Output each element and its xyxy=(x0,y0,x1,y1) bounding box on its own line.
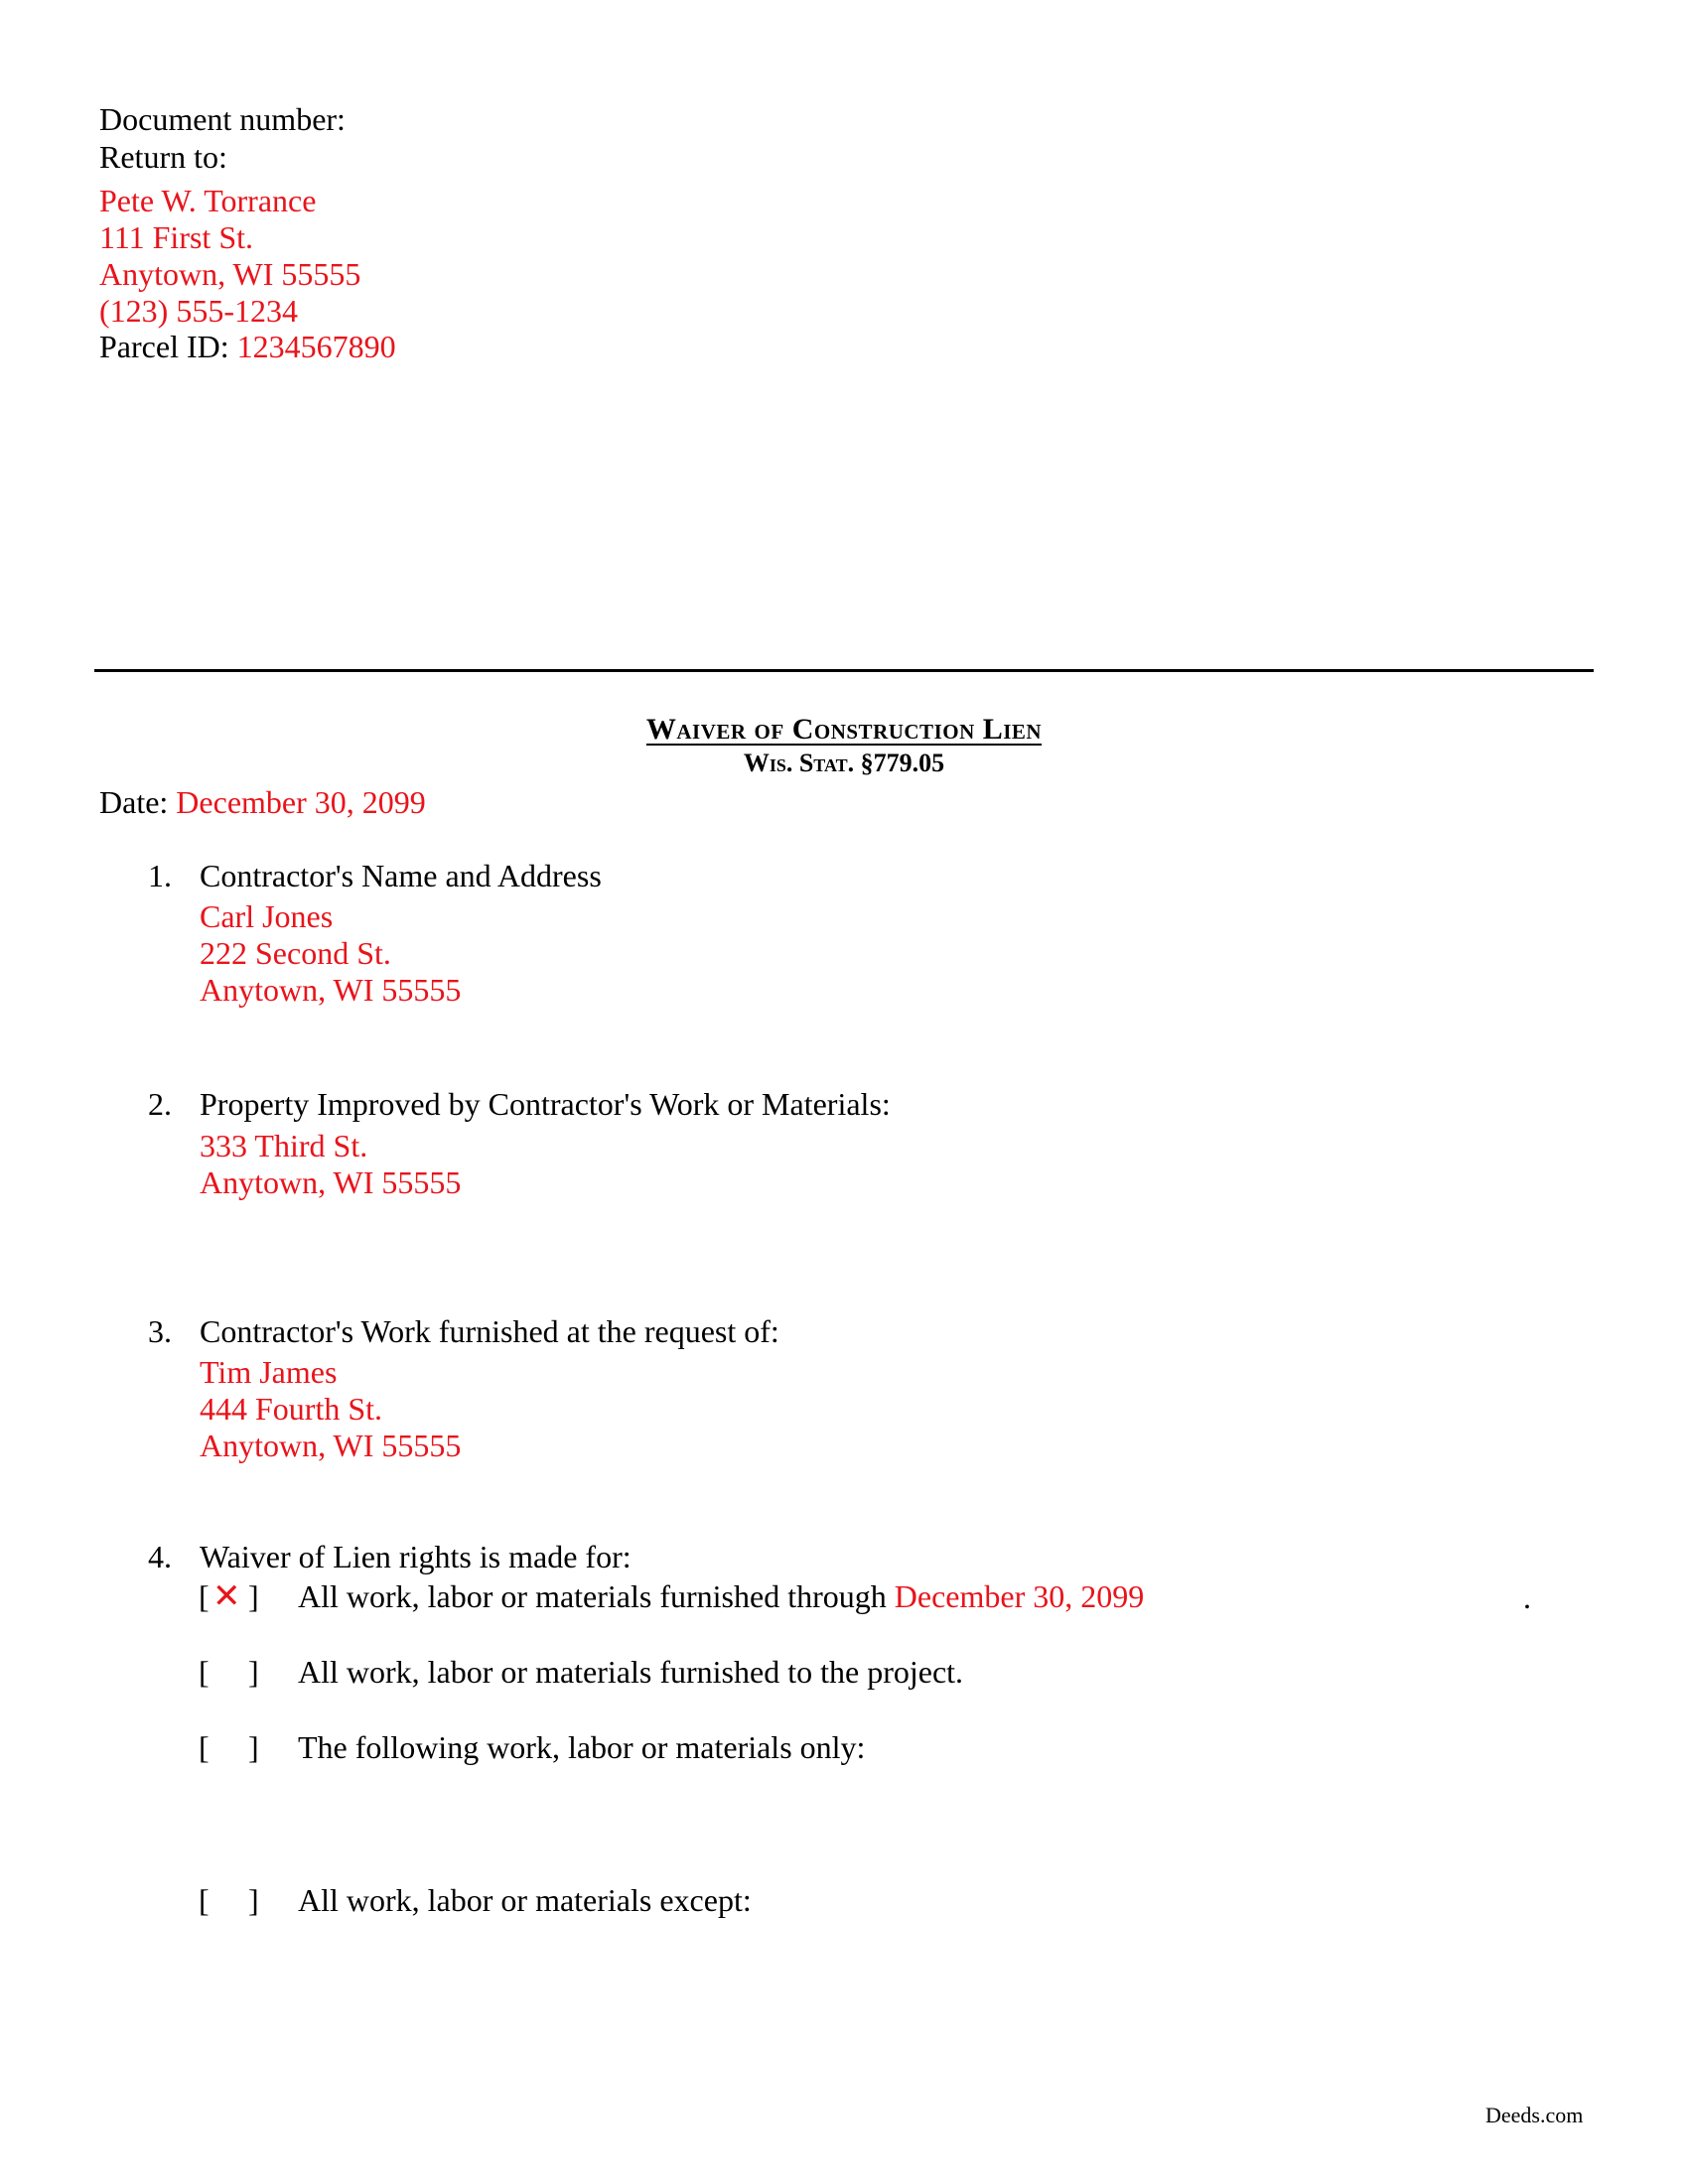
section-number: 4. xyxy=(148,1539,172,1574)
waiver-option-label: The following work, labor or materials only: xyxy=(298,1729,866,1765)
header-divider xyxy=(94,669,1594,672)
requester-city: Anytown, WI 55555 xyxy=(200,1428,462,1463)
requester-street: 444 Fourth St. xyxy=(200,1391,383,1427)
contractor-city: Anytown, WI 55555 xyxy=(200,972,462,1008)
return-city: Anytown, WI 55555 xyxy=(99,256,361,292)
bracket-close: ] xyxy=(248,1654,259,1690)
return-to-label: Return to: xyxy=(99,139,227,175)
check-x-icon: ✕ xyxy=(212,1576,241,1616)
waiver-option-label: All work, labor or materials furnished through xyxy=(298,1578,887,1614)
parcel-id-row xyxy=(99,329,396,365)
parcel-id-value: 1234567890 xyxy=(236,329,396,364)
section-heading: Waiver of Lien rights is made for: xyxy=(200,1539,632,1574)
requester-address xyxy=(200,1354,461,1464)
section-heading: Property Improved by Contractor's Work or Materials: xyxy=(200,1086,891,1122)
bracket-open: [ xyxy=(199,1882,210,1918)
date-row xyxy=(99,783,426,821)
statute-prefix: Wis. Stat. xyxy=(743,749,855,777)
document-title-text: Waiver of Construction Lien xyxy=(645,713,1043,746)
parcel-id-label: Parcel ID: xyxy=(99,329,229,364)
bracket-close: ] xyxy=(248,1882,259,1918)
return-name: Pete W. Torrance xyxy=(99,183,317,218)
property-address xyxy=(200,1128,461,1201)
date-label: Date: xyxy=(99,784,169,820)
property-city: Anytown, WI 55555 xyxy=(200,1164,462,1200)
waiver-option-trailing-period: . xyxy=(1523,1579,1531,1615)
section-heading: Contractor's Name and Address xyxy=(200,858,602,893)
property-street: 333 Third St. xyxy=(200,1128,368,1163)
footer-brand: Deeds.com xyxy=(1485,2103,1584,2127)
waiver-option-text xyxy=(298,1578,1144,1615)
bracket-open: [ xyxy=(199,1729,210,1765)
document-title xyxy=(0,713,1688,747)
bracket-close: ] xyxy=(248,1729,259,1765)
bracket-open: [ xyxy=(199,1578,210,1614)
contractor-address xyxy=(200,898,461,1009)
waiver-option-label: All work, labor or materials furnished to the project. xyxy=(298,1654,964,1690)
statute-reference xyxy=(0,749,1688,778)
document-number-label: Document number: xyxy=(99,101,346,137)
waiver-through-date: December 30, 2099 xyxy=(894,1578,1145,1614)
section-number: 1. xyxy=(148,858,172,893)
section-heading: Contractor's Work furnished at the request of: xyxy=(200,1313,779,1349)
waiver-option-label: All work, labor or materials except: xyxy=(298,1882,752,1918)
return-street: 111 First St. xyxy=(99,219,253,255)
requester-name: Tim James xyxy=(200,1354,338,1390)
statute-section: §779.05 xyxy=(860,749,945,777)
bracket-open: [ xyxy=(199,1654,210,1690)
section-number: 2. xyxy=(148,1086,172,1122)
date-value: December 30, 2099 xyxy=(176,784,426,820)
section-number: 3. xyxy=(148,1313,172,1349)
bracket-close: ] xyxy=(248,1578,259,1614)
return-phone: (123) 555-1234 xyxy=(99,293,298,329)
contractor-street: 222 Second St. xyxy=(200,935,391,971)
contractor-name: Carl Jones xyxy=(200,898,334,934)
